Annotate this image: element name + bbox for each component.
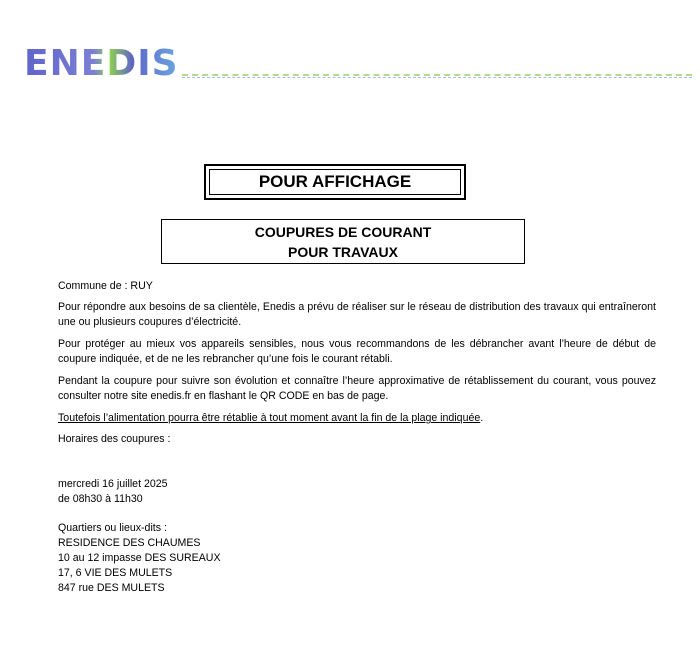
notice-body (58, 279, 656, 596)
outage-time: de 08h30 à 11h30 (58, 493, 143, 505)
enedis-logo: ENEDIS (24, 43, 179, 84)
logo-divider (182, 74, 692, 76)
logo-divider-secondary (182, 77, 692, 78)
warning-period: . (480, 412, 484, 424)
page-title: POUR AFFICHAGE (258, 172, 412, 191)
subtitle-line-2: POUR TRAVAUX (288, 244, 398, 260)
title-box (204, 164, 466, 200)
place-item: 17, 6 VIE DES MULETS (58, 567, 173, 579)
subtitle-line-1: COUPURES DE COURANT (254, 224, 432, 240)
horaires-label: Horaires des coupures : (58, 433, 171, 445)
outage-date: mercredi 16 juillet 2025 (58, 478, 168, 490)
paragraph-1: Pour répondre aux besoins de sa clientèle, Enedis a prévu de réaliser sur le réseau de distribution des travaux qui entraîneront une ou plusieurs coupures d’électricité. (58, 301, 656, 328)
warning-text: Toutefois l’alimentation pourra être rétablie à tout moment avant la fin de la plage indiquée (58, 412, 481, 424)
place-item: RESIDENCE DES CHAUMES (58, 537, 201, 549)
place-item: 10 au 12 impasse DES SUREAUX (58, 552, 221, 564)
paragraph-2: Pour protéger au mieux vos appareils sensibles, nous vous recommandons de les débrancher avant l’heure de début de coupure indiquée, et de ne les rebrancher qu’une fois le courant rétabli. (58, 338, 656, 365)
commune: Commune de : RUY (58, 280, 153, 292)
place-item: 847 rue DES MULETS (58, 582, 165, 594)
warning-paragraph (58, 411, 656, 426)
subtitle-box (161, 219, 525, 264)
quartiers-label: Quartiers ou lieux-dits : (58, 522, 167, 534)
paragraph-3: Pendant la coupure pour suivre son évolution et connaître l’heure approximative de rétablissement du courant, vous pouvez consulter notre site enedis.fr en flashant le QR CODE en bas de page. (58, 375, 656, 402)
